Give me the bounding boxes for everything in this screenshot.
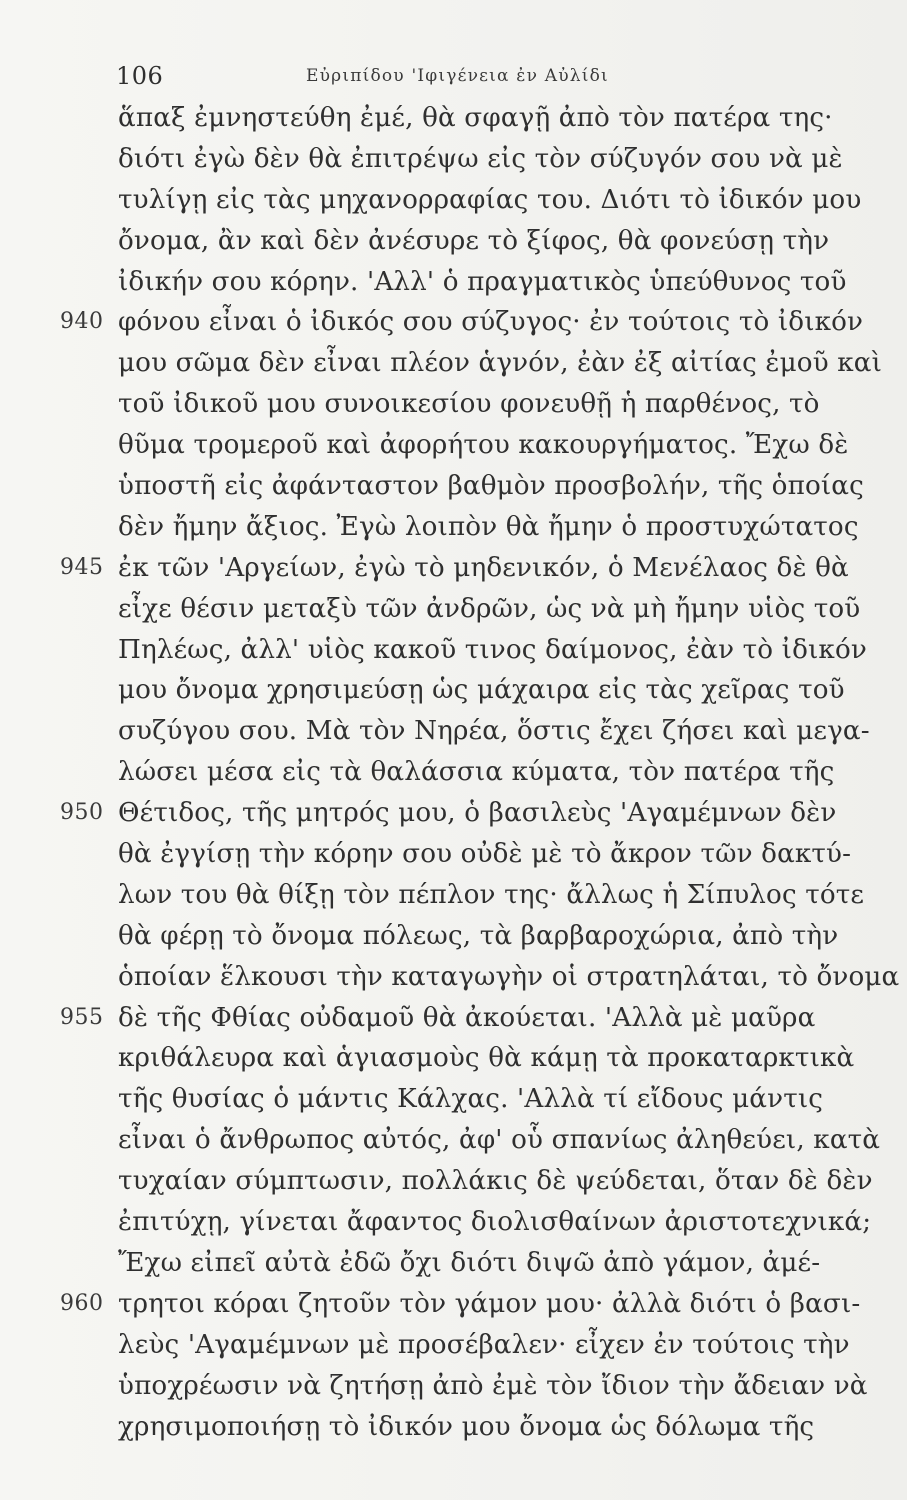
line-text: Πηλέως, ἀλλ' υἱὸς κακοῦ τινος δαίμονος, ἐὰν τὸ ἰδικόν [118,634,867,665]
text-line [118,1243,883,1284]
line-text: τρητοι κόραι ζητοῦν τὸν γάμον μου· ἀλλὰ διότι ὁ βασι- [118,1288,861,1319]
text-line [118,425,883,466]
line-text: δὲ τῆς Φθίας οὐδαμοῦ θὰ ἀκούεται. 'Αλλὰ μὲ μαῦρα [118,1002,816,1033]
text-line [118,752,883,793]
text-line [118,630,883,671]
text-line [118,711,883,752]
text-line [118,1366,883,1407]
text-line [118,1407,883,1448]
line-text: συζύγου σου. Μὰ τὸν Νηρέα, ὅστις ἔχει ζήσει καὶ μεγα- [118,716,870,747]
line-text: ἰδικήν σου κόρην. 'Αλλ' ὁ πραγματικὸς ὑπεύθυνος τοῦ [118,266,847,297]
line-text: ὄνομα, ἂν καὶ δὲν ἀνέσυρε τὸ ξίφος, θὰ φονεύσῃ τὴν [118,225,830,256]
text-line [118,834,883,875]
line-text: ὑποστῆ εἰς ἀφάνταστον βαθμὸν προσβολήν, τῆς ὁποίας [118,471,864,502]
text-line [118,384,883,425]
text-line [118,1038,883,1079]
text-line [60,1284,883,1325]
text-line [60,793,883,834]
text-line [118,343,883,384]
text-line [118,957,900,998]
line-text: ὁποίαν ἕλκουσι τὴν καταγωγὴν οἱ στρατηλάται, τὸ ὄνομα [118,961,900,992]
verse-line-number: 950 [60,800,104,826]
line-text: χρησιμοποιήσῃ τὸ ἰδικόν μου ὄνομα ὡς δόλωμα τῆς [118,1411,815,1442]
line-text: εἶχε θέσιν μεταξὺ τῶν ἀνδρῶν, ὡς νὰ μὴ ἤμην υἱὸς τοῦ [118,593,861,624]
line-text: θὰ ἐγγίσῃ τὴν κόρην σου οὐδὲ μὲ τὸ ἄκρον τῶν δακτύ- [118,839,852,870]
line-text: τυχαίαν σύμπτωσιν, πολλάκις δὲ ψεύδεται, ὅταν δὲ δὲν [118,1166,873,1197]
line-text: θὰ φέρῃ τὸ ὄνομα πόλεως, τὰ βαρβαροχώρια, ἀπὸ τὴν [118,920,839,951]
page-number: 106 [116,62,164,90]
line-text: διότι ἐγὼ δὲν θὰ ἐπιτρέψω εἰς τὸν σύζυγόν σου νὰ μὲ [118,143,843,174]
text-line [118,180,883,221]
text-line [60,548,883,589]
text-line [118,466,883,507]
line-text: Ἔχω εἰπεῖ αὐτὰ ἐδῶ ὄχι διότι διψῶ ἀπὸ γάμον, ἀμέ- [118,1247,821,1278]
text-line [118,139,883,180]
line-text: κριθάλευρα καὶ ἁγιασμοὺς θὰ κάμῃ τὰ προκαταρκτικὰ [118,1043,855,1074]
line-text: τῆς θυσίας ὁ μάντις Κάλχας. 'Αλλὰ τί εἴδους μάντις [118,1084,824,1115]
text-line [118,262,883,303]
text-line [118,670,883,711]
line-text: θῦμα τρομεροῦ καὶ ἀφορήτου κακουργήματος. Ἔχω δὲ [118,430,849,461]
text-line [118,221,883,262]
text-line [118,1120,883,1161]
text-line [118,589,883,630]
line-text: τυλίγῃ εἰς τὰς μηχανορραφίας του. Διότι τὸ ἰδικόν μου [118,184,862,215]
line-text: ἐπιτύχῃ, γίνεται ἄφαντος διολισθαίνων ἀριστοτεχνικά; [118,1207,872,1238]
line-text: φόνου εἶναι ὁ ἰδικός σου σύζυγος· ἐν τούτοις τὸ ἰδικόν [118,307,864,338]
text-line [118,1161,883,1202]
line-text: εἶναι ὁ ἄνθρωπος αὐτός, ἀφ' οὗ σπανίως ἀληθεύει, κατὰ [118,1125,881,1156]
running-head: Εὐριπίδου 'Ιφιγένεια ἐν Αὐλίδι [306,66,609,86]
text-line [118,507,883,548]
line-text: μου σῶμα δὲν εἶναι πλέον ἁγνόν, ἐὰν ἐξ αἰτίας ἐμοῦ καὶ [118,348,883,379]
line-text: λων του θὰ θίξῃ τὸν πέπλον της· ἄλλως ἡ Σίπυλος τότε [118,879,865,910]
text-line [118,916,883,957]
body-text [60,98,900,1447]
text-line [60,302,883,343]
verse-line-number: 955 [60,1004,104,1030]
text-line [118,1202,883,1243]
line-text: ἅπαξ ἐμνηστεύθη ἐμέ, θὰ σφαγῇ ἀπὸ τὸν πατέρα της· [118,103,833,133]
line-text: λώσει μέσα εἰς τὰ θαλάσσια κύματα, τὸν πατέρα τῆς [118,757,835,788]
line-text: ὑποχρέωσιν νὰ ζητήσῃ ἀπὸ ἐμὲ τὸν ἴδιον τὴν ἄδειαν νὰ [118,1370,868,1401]
line-text: δὲν ἤμην ἄξιος. Ἐγὼ λοιπὸν θὰ ἤμην ὁ προστυχώτατος [118,511,859,542]
text-line [118,875,883,916]
line-text: μου ὄνομα χρησιμεύσῃ ὡς μάχαιρα εἰς τὰς χεῖρας τοῦ [118,675,845,706]
text-line [118,1325,883,1366]
page-header [116,62,776,98]
text-line [60,998,883,1039]
text-line [118,98,883,139]
text-line [118,1079,883,1120]
verse-line-number: 960 [60,1290,104,1316]
line-text: τοῦ ἰδικοῦ μου συνοικεσίου φονευθῇ ἡ παρθένος, τὸ [118,389,820,420]
line-text: Θέτιδος, τῆς μητρός μου, ὁ βασιλεὺς 'Αγαμέμνων δὲν [118,798,837,829]
verse-line-number: 940 [60,309,104,335]
line-text: ἐκ τῶν 'Αργείων, ἐγὼ τὸ μηδενικόν, ὁ Μενέλαος δὲ θὰ [118,552,849,583]
verse-line-number: 945 [60,554,104,580]
line-text: λεὺς 'Αγαμέμνων μὲ προσέβαλεν· εἶχεν ἐν τούτοις τὴν [118,1329,850,1360]
